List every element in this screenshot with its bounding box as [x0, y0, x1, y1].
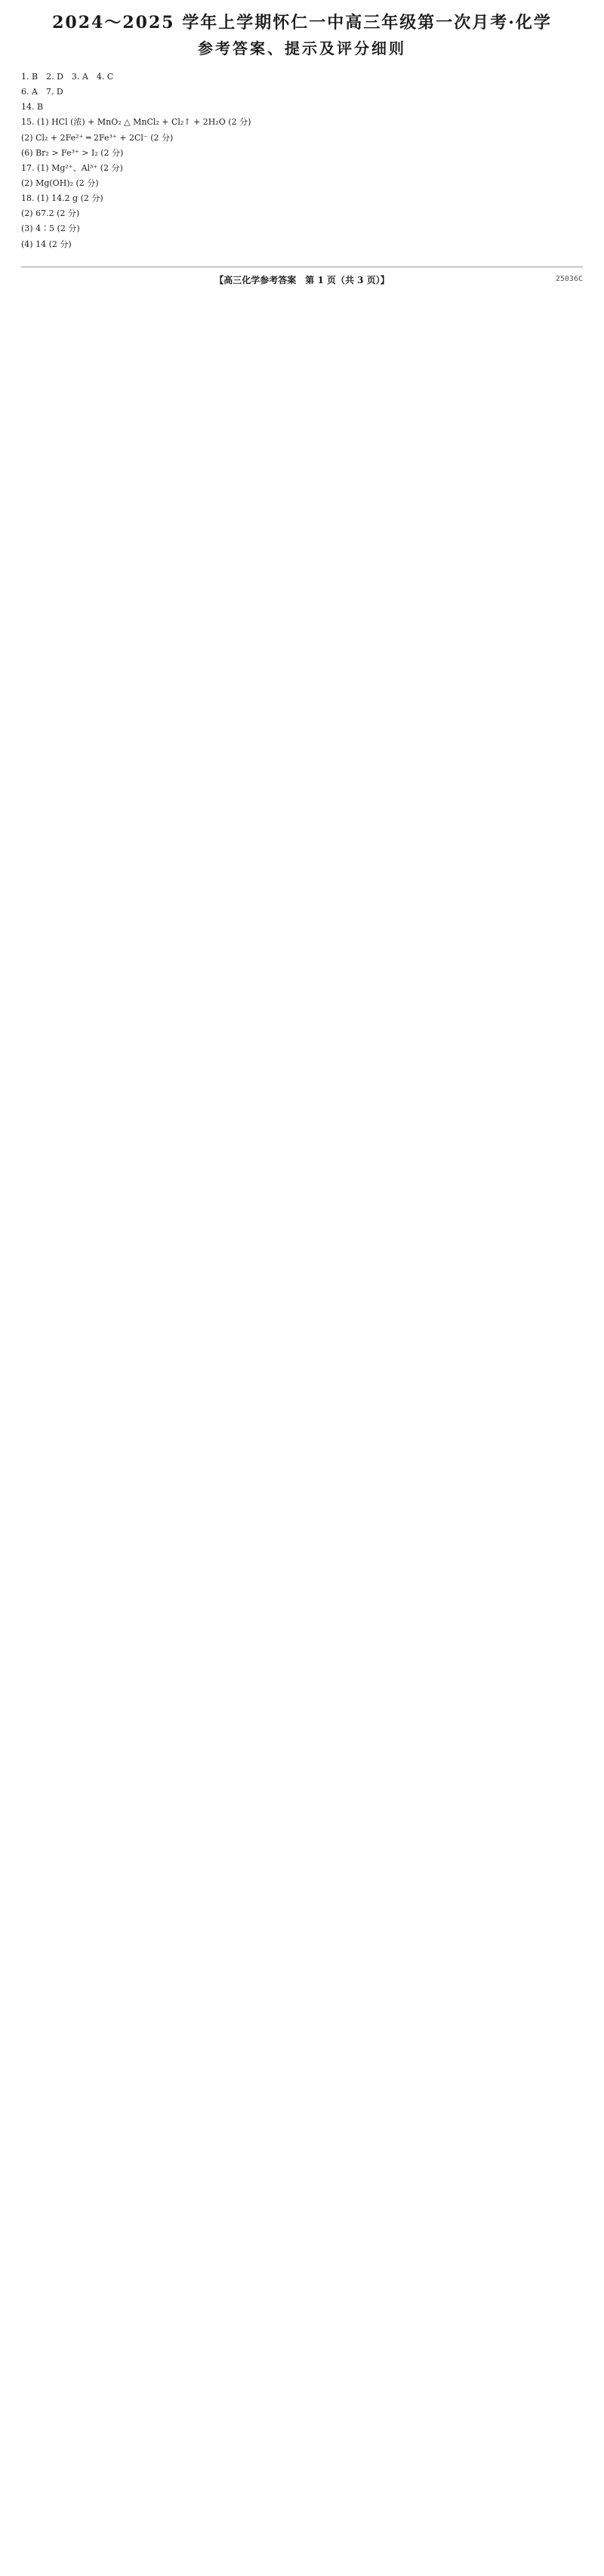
answer-line: 1. B 2. D 3. A 4. C — [21, 72, 114, 82]
answer-line: (2) Mg(OH)₂ (2 分) — [21, 177, 99, 188]
answer-lines — [21, 70, 583, 251]
footer-title: 【高三化学参考答案 第 1 页（共 3 页）】 — [214, 274, 390, 285]
answer-line: 17. (1) Mg²⁺、Al³⁺ (2 分) — [21, 162, 123, 173]
answer-line: (2) Cl₂ + 2Fe²⁺ ═ 2Fe³⁺ + 2Cl⁻ (2 分) — [21, 132, 174, 143]
footer-code: 25036C — [555, 274, 583, 283]
document-title: 2024～2025 学年上学期怀仁一中高三年级第一次月考·化学 — [52, 13, 552, 32]
answer-line: 14. B — [21, 102, 44, 113]
answer-line: (2) 67.2 (2 分) — [21, 208, 80, 219]
answer-line: 18. (1) 14.2 g (2 分) — [21, 193, 103, 204]
answer-line: 15. (1) HCl (浓) + MnO₂ △ MnCl₂ + Cl₂↑ + 2H₂O (2 分) — [21, 117, 251, 128]
page-footer — [21, 267, 583, 288]
answer-line: (4) 14 (2 分) — [21, 239, 72, 249]
answer-line: 6. A 7. D — [21, 87, 63, 97]
answer-line: (6) Br₂ > Fe³⁺ > I₂ (2 分) — [21, 147, 124, 158]
answer-line: (3) 4∶5 (2 分) — [21, 224, 80, 234]
answer-document — [0, 0, 604, 316]
document-subtitle: 参考答案、提示及评分细则 — [198, 39, 406, 57]
